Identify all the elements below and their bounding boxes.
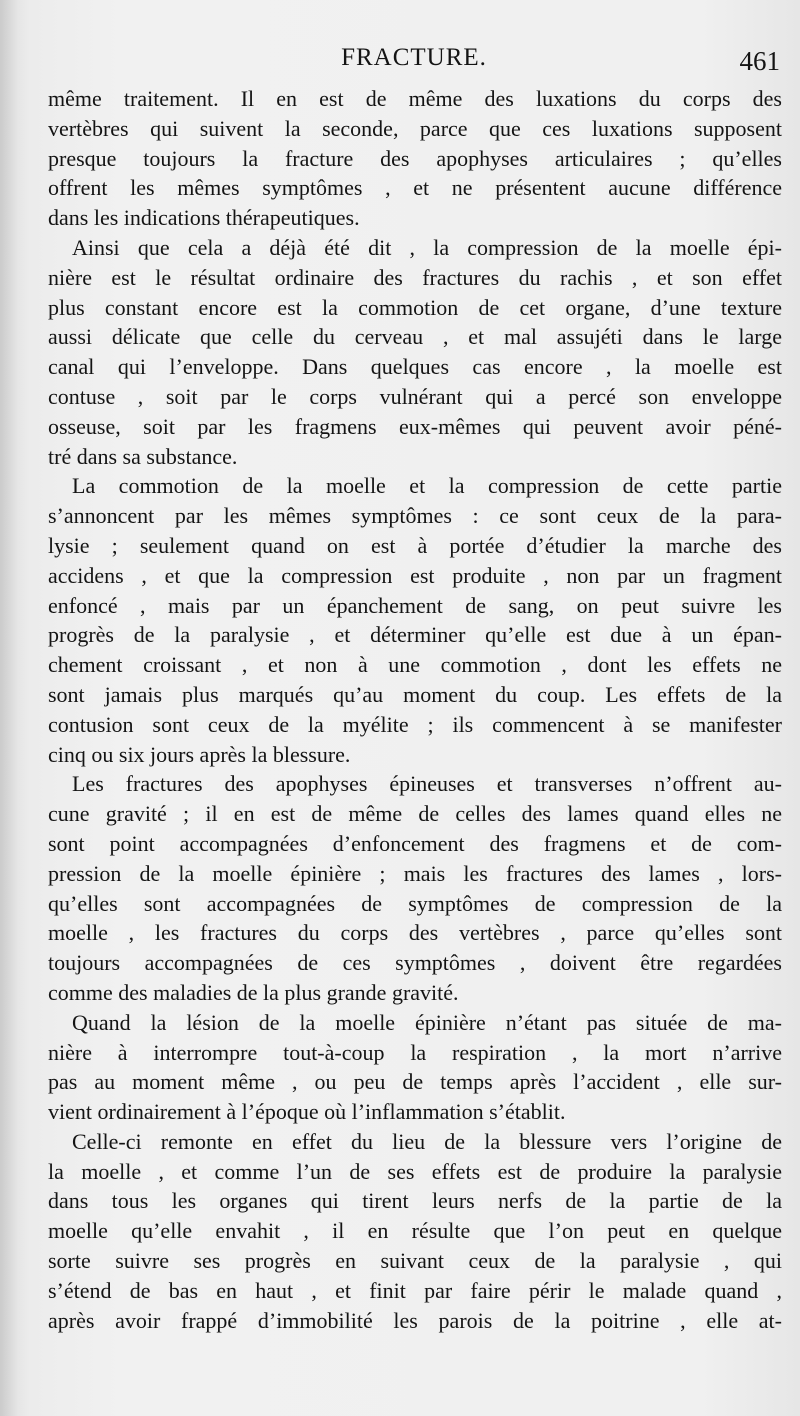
text-line: sont point accompagnées d’enfoncement des fragmens et de com- xyxy=(48,830,782,856)
text-line: nière est le résultat ordinaire des fractures du rachis , et son effet xyxy=(48,264,782,290)
text-line: nière à interrompre tout-à-coup la respiration , la mort n’arrive xyxy=(48,1039,782,1065)
text-line: contuse , soit par le corps vulnérant qui a percé son enveloppe xyxy=(48,383,782,409)
text-line: cune gravité ; il en est de même de celles des lames quand elles ne xyxy=(48,801,782,827)
page-number: 461 xyxy=(739,46,780,76)
running-title: FRACTURE. xyxy=(341,44,487,71)
text-line: progrès de la paralysie , et déterminer qu’elle est due à un épan- xyxy=(48,622,782,648)
text-line: tré dans sa substance. xyxy=(48,443,238,469)
binding-shadow xyxy=(0,0,18,1416)
text-line: presque toujours la fracture des apophyses articulaires ; qu’elles xyxy=(48,145,782,171)
text-line: moelle , les fractures du corps des vertèbres , parce qu’elles sont xyxy=(48,920,782,946)
text-line: Celle-ci remonte en effet du lieu de la blessure vers l’origine de xyxy=(72,1128,782,1154)
text-line: enfoncé , mais par un épanchement de sang, on peut suivre les xyxy=(48,592,782,618)
text-line: lysie ; seulement quand on est à portée d’étudier la marche des xyxy=(48,532,782,558)
body-text xyxy=(48,84,782,1335)
text-line: sont jamais plus marqués qu’au moment du coup. Les effets de la xyxy=(48,681,782,707)
text-line: chement croissant , et non à une commotion , dont les effets ne xyxy=(48,652,782,678)
text-line: pression de la moelle épinière ; mais les fractures des lames , lors- xyxy=(48,860,782,886)
text-line: offrent les mêmes symptômes , et ne présentent aucune différence xyxy=(48,175,782,201)
text-line: aussi délicate que celle du cerveau , et mal assujéti dans le large xyxy=(48,324,782,350)
text-line: osseuse, soit par les fragmens eux-mêmes qui peuvent avoir péné- xyxy=(48,413,782,439)
text-line: qu’elles sont accompagnées de symptômes de compression de la xyxy=(48,890,782,916)
text-line: contusion sont ceux de la myélite ; ils commencent à se manifester xyxy=(48,711,782,737)
text-line: Les fractures des apophyses épineuses et transverses n’offrent au- xyxy=(72,771,782,797)
text-line: même traitement. Il en est de même des luxations du corps des xyxy=(48,86,782,111)
text-line: dans tous les organes qui tirent leurs nerfs de la partie de la xyxy=(48,1188,782,1214)
text-line: canal qui l’enveloppe. Dans quelques cas encore , la moelle est xyxy=(48,354,782,380)
text-line: s’étend de bas en haut , et finit par faire périr le malade quand , xyxy=(48,1277,782,1303)
text-line: la moelle , et comme l’un de ses effets est de produire la paralysie xyxy=(48,1158,782,1184)
text-line: La commotion de la moelle et la compression de cette partie xyxy=(72,473,782,499)
text-line: sorte suivre ses progrès en suivant ceux de la paralysie , qui xyxy=(48,1248,782,1274)
paragraph xyxy=(48,1008,782,1127)
text-line: dans les indications thérapeutiques. xyxy=(48,205,360,231)
text-line: Quand la lésion de la moelle épinière n’étant pas située de ma- xyxy=(72,1009,782,1035)
text-line: vertèbres qui suivent la seconde, parce que ces luxations supposent xyxy=(48,115,782,141)
text-line: Ainsi que cela a déjà été dit , la compression de la moelle épi- xyxy=(72,234,782,260)
paragraph xyxy=(48,84,782,233)
text-line: pas au moment même , ou peu de temps après l’accident , elle sur- xyxy=(48,1069,782,1095)
text-line: après avoir frappé d’immobilité les parois de la poitrine , elle at- xyxy=(48,1307,782,1333)
text-line: comme des maladies de la plus grande gravité. xyxy=(48,979,459,1005)
text-line: accidens , et que la compression est produite , non par un fragment xyxy=(48,562,782,588)
paragraph xyxy=(48,769,782,1007)
text-line: vient ordinairement à l’époque où l’inflammation s’établit. xyxy=(48,1099,566,1125)
paragraph xyxy=(48,233,782,471)
page-header xyxy=(48,44,780,84)
text-line: plus constant encore est la commotion de cet organe, d’une texture xyxy=(48,294,782,320)
paragraph xyxy=(48,1127,782,1336)
paragraph xyxy=(48,471,782,769)
text-line: moelle qu’elle envahit , il en résulte que l’on peut en quelque xyxy=(48,1218,782,1244)
text-line: cinq ou six jours après la blessure. xyxy=(48,741,351,767)
text-line: toujours accompagnées de ces symptômes , doivent être regardées xyxy=(48,950,782,976)
text-line: s’annoncent par les mêmes symptômes : ce sont ceux de la para- xyxy=(48,503,782,529)
